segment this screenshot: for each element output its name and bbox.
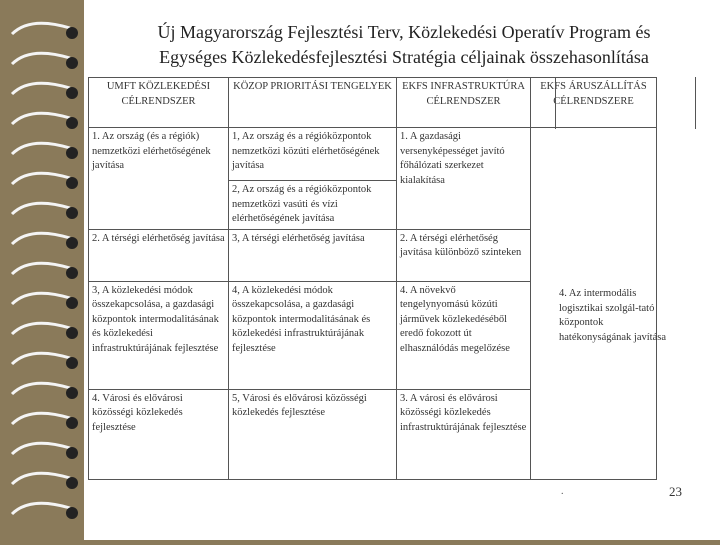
table-cell: 1. Az ország (és a régiók) nemzetközi elérhetőségének javítása xyxy=(89,128,229,230)
header-ekfs-infra: EKFS INFRASTRUKTÚRA CÉLRENDSZER xyxy=(397,78,531,128)
slide-number: 23 xyxy=(669,484,682,499)
header-kozop: KÖZOP PRIORITÁSI TENGELYEK xyxy=(229,78,397,128)
table-cell: 4. A növekvő tengelynyomású közúti járművek közlekedéséből eredő fokozott út elhasználódás megelőzése xyxy=(397,281,531,389)
table-cell: 2. A térségi elérhetőség javítása különböző szinteken xyxy=(397,229,531,281)
header-umft: UMFT KÖZLEKEDÉSI CÉLRENDSZER xyxy=(89,78,229,128)
table-cell: 4, A közlekedési módok összekapcsolása, a gazdasági központok intermodalitásának és közlekedési infrastruktúrájának fejlesztése xyxy=(229,281,397,389)
table-cell: 1. A gazdasági versenyképességet javító főhálózati szerkezet kialakítása xyxy=(397,128,531,230)
table-cell: 3, A közlekedési módok összekapcsolása, a gazdasági központok intermodalitásának és közlekedési infrastruktúrájának fejlesztése xyxy=(89,281,229,389)
table-cell: 5, Városi és elővárosi közösségi közlekedés fejlesztése xyxy=(229,389,397,479)
title-line-2: Egységes Közlekedésfejlesztési Stratégia céljainak összehasonlítása xyxy=(159,47,649,67)
spiral-rings-icon xyxy=(0,0,90,540)
spiral-binding xyxy=(0,0,90,540)
comparison-table xyxy=(88,77,657,480)
title-line-1: Új Magyarország Fejlesztési Terv, Közlekedési Operatív Program és xyxy=(157,22,651,42)
header-ekfs-aru: EKFS ÁRUSZÁLLÍTÁS CÉLRENDSZERE xyxy=(531,78,657,128)
slide-title xyxy=(84,20,720,70)
table-cell: 3. A városi és elővárosi közösségi közlekedés infrastruktúrájának fejlesztése xyxy=(397,389,531,479)
r3c4-cell-text: 4. Az intermodális logisztikai szolgál-tató központok hatékonyságának javítása xyxy=(559,288,666,343)
table-row xyxy=(89,128,657,181)
table-cell: 1, Az ország és a régióközpontok nemzetközi közúti elérhetőségének javítása xyxy=(229,128,397,181)
table-cell: 2. A térségi elérhetőség javítása xyxy=(89,229,229,281)
footer-dot: . xyxy=(561,486,564,497)
header-border xyxy=(555,77,696,129)
table-cell: 3, A térségi elérhetőség javítása xyxy=(229,229,397,281)
table-cell: 4. Városi és elővárosi közösségi közlekedés fejlesztése xyxy=(89,389,229,479)
table-cell: 2, Az ország és a régióközpontok nemzetközi vasúti és vízi elérhetőségének javítása xyxy=(229,181,397,230)
